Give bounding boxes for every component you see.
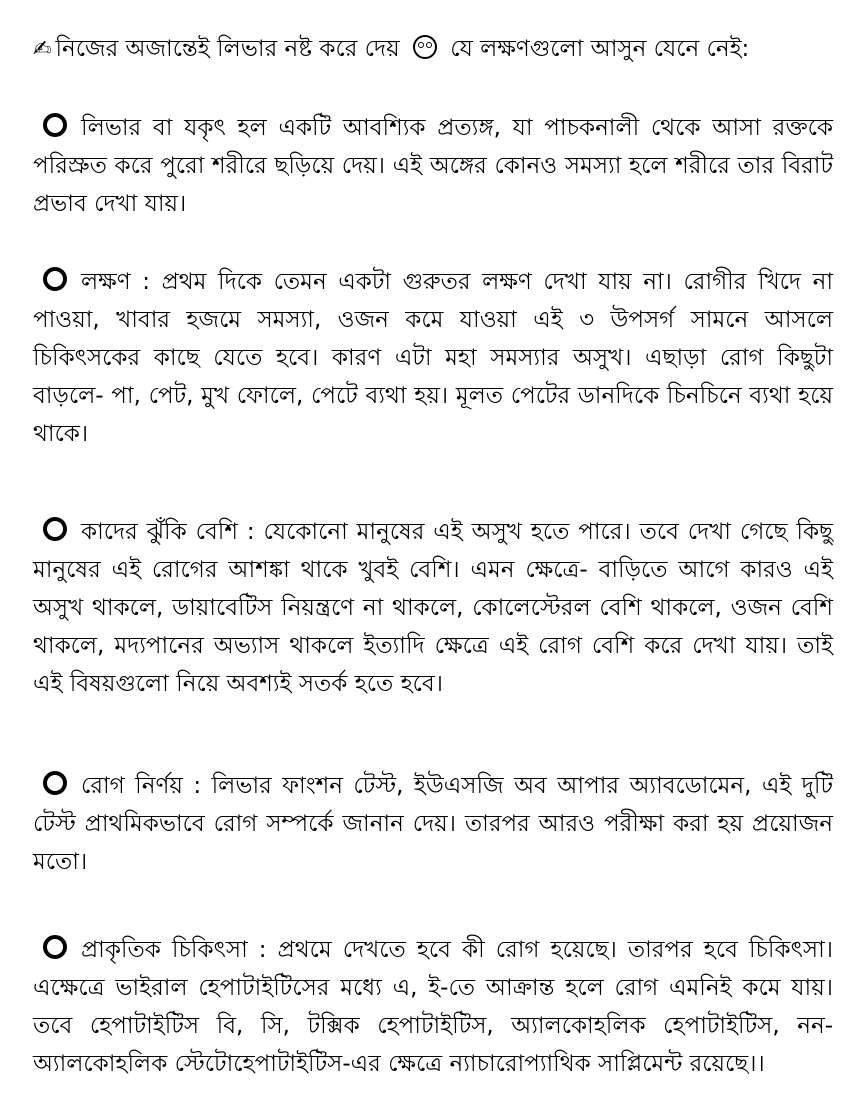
paragraph-liver-intro (33, 109, 833, 223)
paragraph-natural-treatment (33, 931, 833, 1083)
dizzy-face-icon (413, 35, 437, 59)
paragraph-text: লিভার বা যকৃৎ হল একটি আবশ্যিক প্রত্যঙ্গ, যা পাচকনালী থেকে আসা রক্তকে পরিস্রুত করে পুরো শরীরে ছড়িয়ে দেয়। এই অঙ্গের কোনও সমস্যা হলে শরীরে তার বিরাট প্রভাব দেখা যায়। (33, 115, 833, 217)
paragraph-text: লক্ষণ : প্রথম দিকে তেমন একটা গুরুতর লক্ষণ দেখা যায় না। রোগীর খিদে না পাওয়া, খাবার হজমে সমস্যা, ওজন কমে যাওয়া এই ৩ উপসর্গ সামনে আসলে চিকিৎসকের কাছে যেতে হবে। কারণ এটা মহা সমস্যার অসুখ। এছাড়া রোগ কিছুটা বাড়লে- পা, পেট, মুখ ফোলে, পেটে ব্যথা হয়। মূলত পেটের ডানদিকে চিনচিনে ব্যথা হয়ে থাকে। (33, 269, 833, 447)
paragraph-text: প্রাকৃতিক চিকিৎসা : প্রথমে দেখতে হবে কী রোগ হয়েছে। তারপর হবে চিকিৎসা। এক্ষেত্রে ভাইরাল হেপাটাইটিসের মধ্যে এ, ই-তে আক্রান্ত হলে রোগ এমনিই কমে যায়। তবে হেপাটাইটিস বি, সি, টক্সিক হেপাটাইটিস, অ্যালকোহলিক হেপাটাইটিস, নন-অ্যালকোহলিক স্টেটোহেপাটাইটিস-এর ক্ষেত্রে ন্যাচারোপ্যাথিক সাপ্লিমেন্ট রয়েছে।। (33, 937, 833, 1077)
paragraph-risk-groups (33, 513, 833, 703)
title-text-after: যে লক্ষণগুলো আসুন যেনে নেই: (450, 36, 750, 62)
paragraph-text: রোগ নির্ণয় : লিভার ফাংশন টেস্ট, ইউএসজি অব আপার অ্যাবডোমেন, এই দুটি টেস্ট প্রাথমিকভাবে রোগ সম্পর্কে জানান দেয়। তারপর আরও পরীক্ষা করা হয় প্রয়োজন মতো। (33, 773, 833, 875)
document-body (33, 30, 833, 1083)
paragraph-diagnosis (33, 767, 833, 881)
circle-bullet-icon (43, 517, 67, 541)
hand-writing-icon: ✍ (33, 37, 52, 62)
circle-bullet-icon (43, 771, 67, 795)
document-title (33, 30, 833, 69)
title-text-before: নিজের অজান্তেই লিভার নষ্ট করে দেয় (55, 36, 400, 62)
paragraph-text: কাদের ঝুঁকি বেশি : যেকোনো মানুষের এই অসুখ হতে পারে। তবে দেখা গেছে কিছু মানুষের এই রোগের আশঙ্কা থাকে খুবই বেশি। এমন ক্ষেত্রে- বাড়িতে আগে কারও এই অসুখ থাকলে, ডায়াবেটিস নিয়ন্ত্রণে না থাকলে, কোলেস্টেরল বেশি থাকলে, ওজন বেশি থাকলে, মদ্যপানের অভ্যাস থাকলে ইত্যাদি ক্ষেত্রে এই রোগ বেশি করে দেখা যায়। তাই এই বিষয়গুলো নিয়ে অবশ্যই সতর্ক হতে হবে। (33, 519, 833, 697)
circle-bullet-icon (43, 935, 67, 959)
circle-bullet-icon (43, 267, 67, 291)
circle-bullet-icon (43, 113, 67, 137)
paragraph-symptoms (33, 263, 833, 453)
